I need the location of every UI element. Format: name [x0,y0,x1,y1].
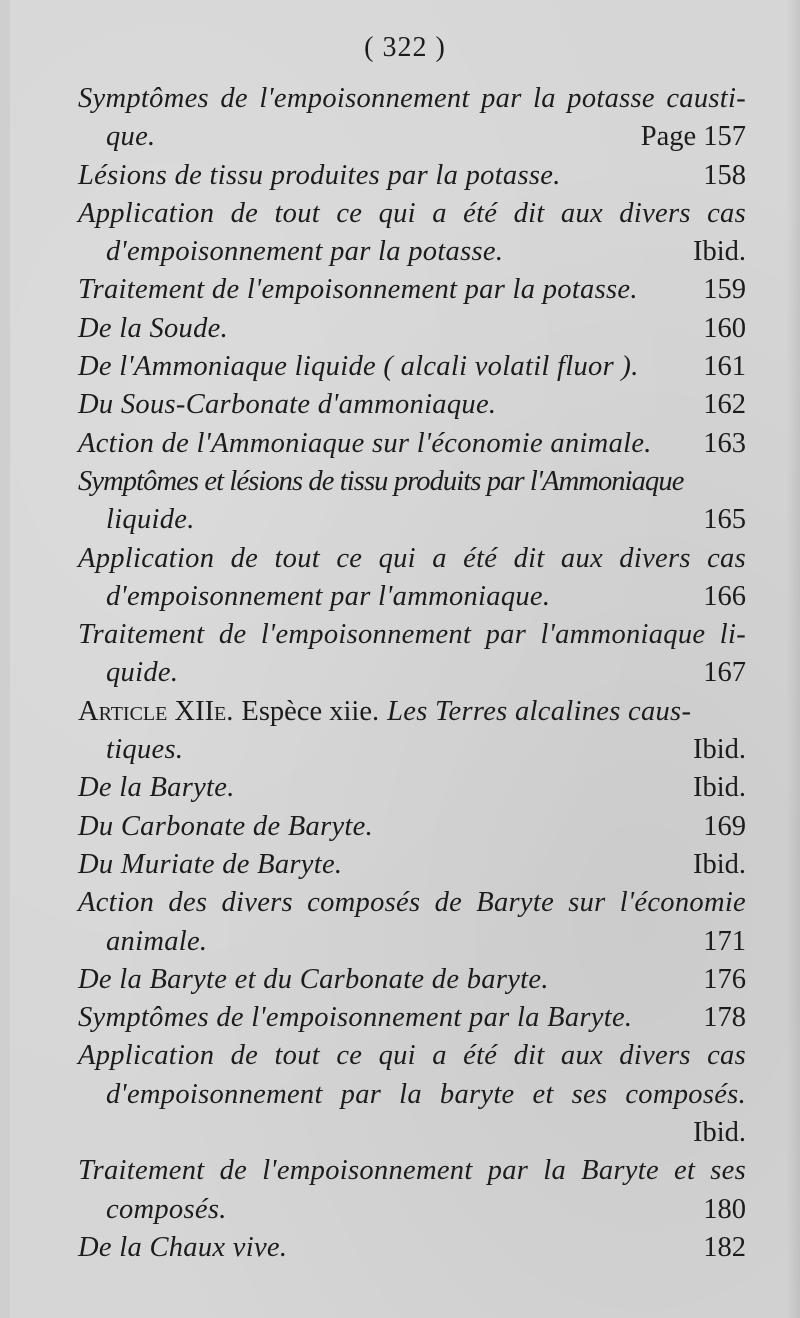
article-label: Article XIIe. [78,695,234,727]
toc-entry [78,884,746,961]
toc-entry [78,1037,746,1152]
toc-entry [78,999,746,1037]
entry-text: Traitement de l'empoisonnement par la Baryte et ses [78,1155,746,1187]
toc-entry [78,195,746,272]
espece-label: Espèce xiie. [241,695,380,727]
entry-text: Symptômes de l'empoisonnement par la potasse causti- [78,83,746,114]
page-edge-shadow [786,0,800,1318]
entry-page: Ibid. [692,734,746,766]
entry-page: 176 [703,963,746,995]
entry-text: Symptômes et lésions de tissu produits par l'Ammoniaque [78,465,684,497]
entry-page: 178 [703,1002,746,1034]
entry-page: Ibid. [692,772,746,804]
entry-page: 166 [703,580,746,612]
toc-entry [78,616,746,693]
toc-entry [78,808,746,846]
toc-entry [78,348,746,386]
entry-page: 161 [703,351,746,383]
entry-page: Ibid. [692,236,746,268]
toc-entry [78,463,746,540]
table-of-contents [78,80,746,1267]
entry-page: 159 [703,274,746,306]
entry-text: Application de tout ce qui a été dit aux divers cas [78,542,746,574]
page-number-header: ( 322 ) [364,32,446,63]
entry-text: De la Soude. [78,312,229,344]
entry-page: 163 [703,427,746,459]
entry-text: Traitement de l'empoisonnement par la potasse. [78,274,638,306]
entry-text: Action de l'Ammoniaque sur l'économie animale. [78,427,652,459]
entry-page: Ibid. [692,848,746,880]
toc-entry [78,386,746,424]
entry-page: 165 [703,504,746,536]
entry-text: De la Chaux vive. [78,1231,288,1263]
entry-text: d'empoisonnement par l'ammoniaque. [106,580,551,612]
toc-entry [78,769,746,807]
entry-page: 167 [703,657,746,689]
entry-text: Du Muriate de Baryte. [78,848,343,880]
entry-page: 182 [703,1231,746,1263]
entry-text: Du Sous-Carbonate d'ammoniaque. [78,389,497,421]
entry-page: Page 157 [640,121,746,153]
toc-entry [78,310,746,348]
entry-text: Application de tout ce qui a été dit aux divers cas [78,1040,746,1072]
entry-text: De la Baryte et du Carbonate de baryte. [78,963,549,995]
entry-text: liquide. [106,504,195,536]
entry-page: 160 [703,312,746,344]
entry-text: Traitement de l'empoisonnement par l'ammoniaque li- [78,619,746,651]
entry-text: Les Terres alcalines caus- [387,695,692,727]
toc-entry [78,540,746,617]
entry-text: tiques. [106,734,184,766]
entry-text: animale. [106,925,208,957]
toc-entry-article [78,693,746,770]
toc-entry [78,1152,746,1229]
entry-page: 158 [703,159,746,191]
entry-page: 180 [703,1193,746,1225]
entry-text: Lésions de tissu produites par la potasse. [78,159,561,191]
entry-page: 162 [703,389,746,421]
entry-text: composés. [106,1193,227,1225]
entry-text: que. [106,121,156,153]
entry-page: Ibid. [692,1117,746,1149]
toc-entry [78,961,746,999]
entry-page: 169 [703,810,746,842]
entry-text: Symptômes de l'empoisonnement par la Baryte. [78,1002,633,1034]
entry-text: De l'Ammoniaque liquide ( alcali volatil fluor ). [78,351,639,383]
entry-page: 171 [703,925,746,957]
toc-entry [78,1229,746,1267]
toc-entry [78,157,746,195]
entry-text: De la Baryte. [78,772,235,804]
toc-entry [78,80,746,157]
entry-text: d'empoisonnement par la potasse. [106,236,504,268]
entry-text: Action des divers composés de Baryte sur l'économie [78,887,746,919]
entry-text: Application de tout ce qui a été dit aux divers cas [78,197,746,229]
entry-text: quide. [106,657,179,689]
entry-text: Du Carbonate de Baryte. [78,810,374,842]
toc-entry [78,846,746,884]
entry-text: d'empoisonnement par la baryte et ses composés. [106,1078,746,1110]
toc-entry [78,271,746,309]
toc-entry [78,425,746,463]
